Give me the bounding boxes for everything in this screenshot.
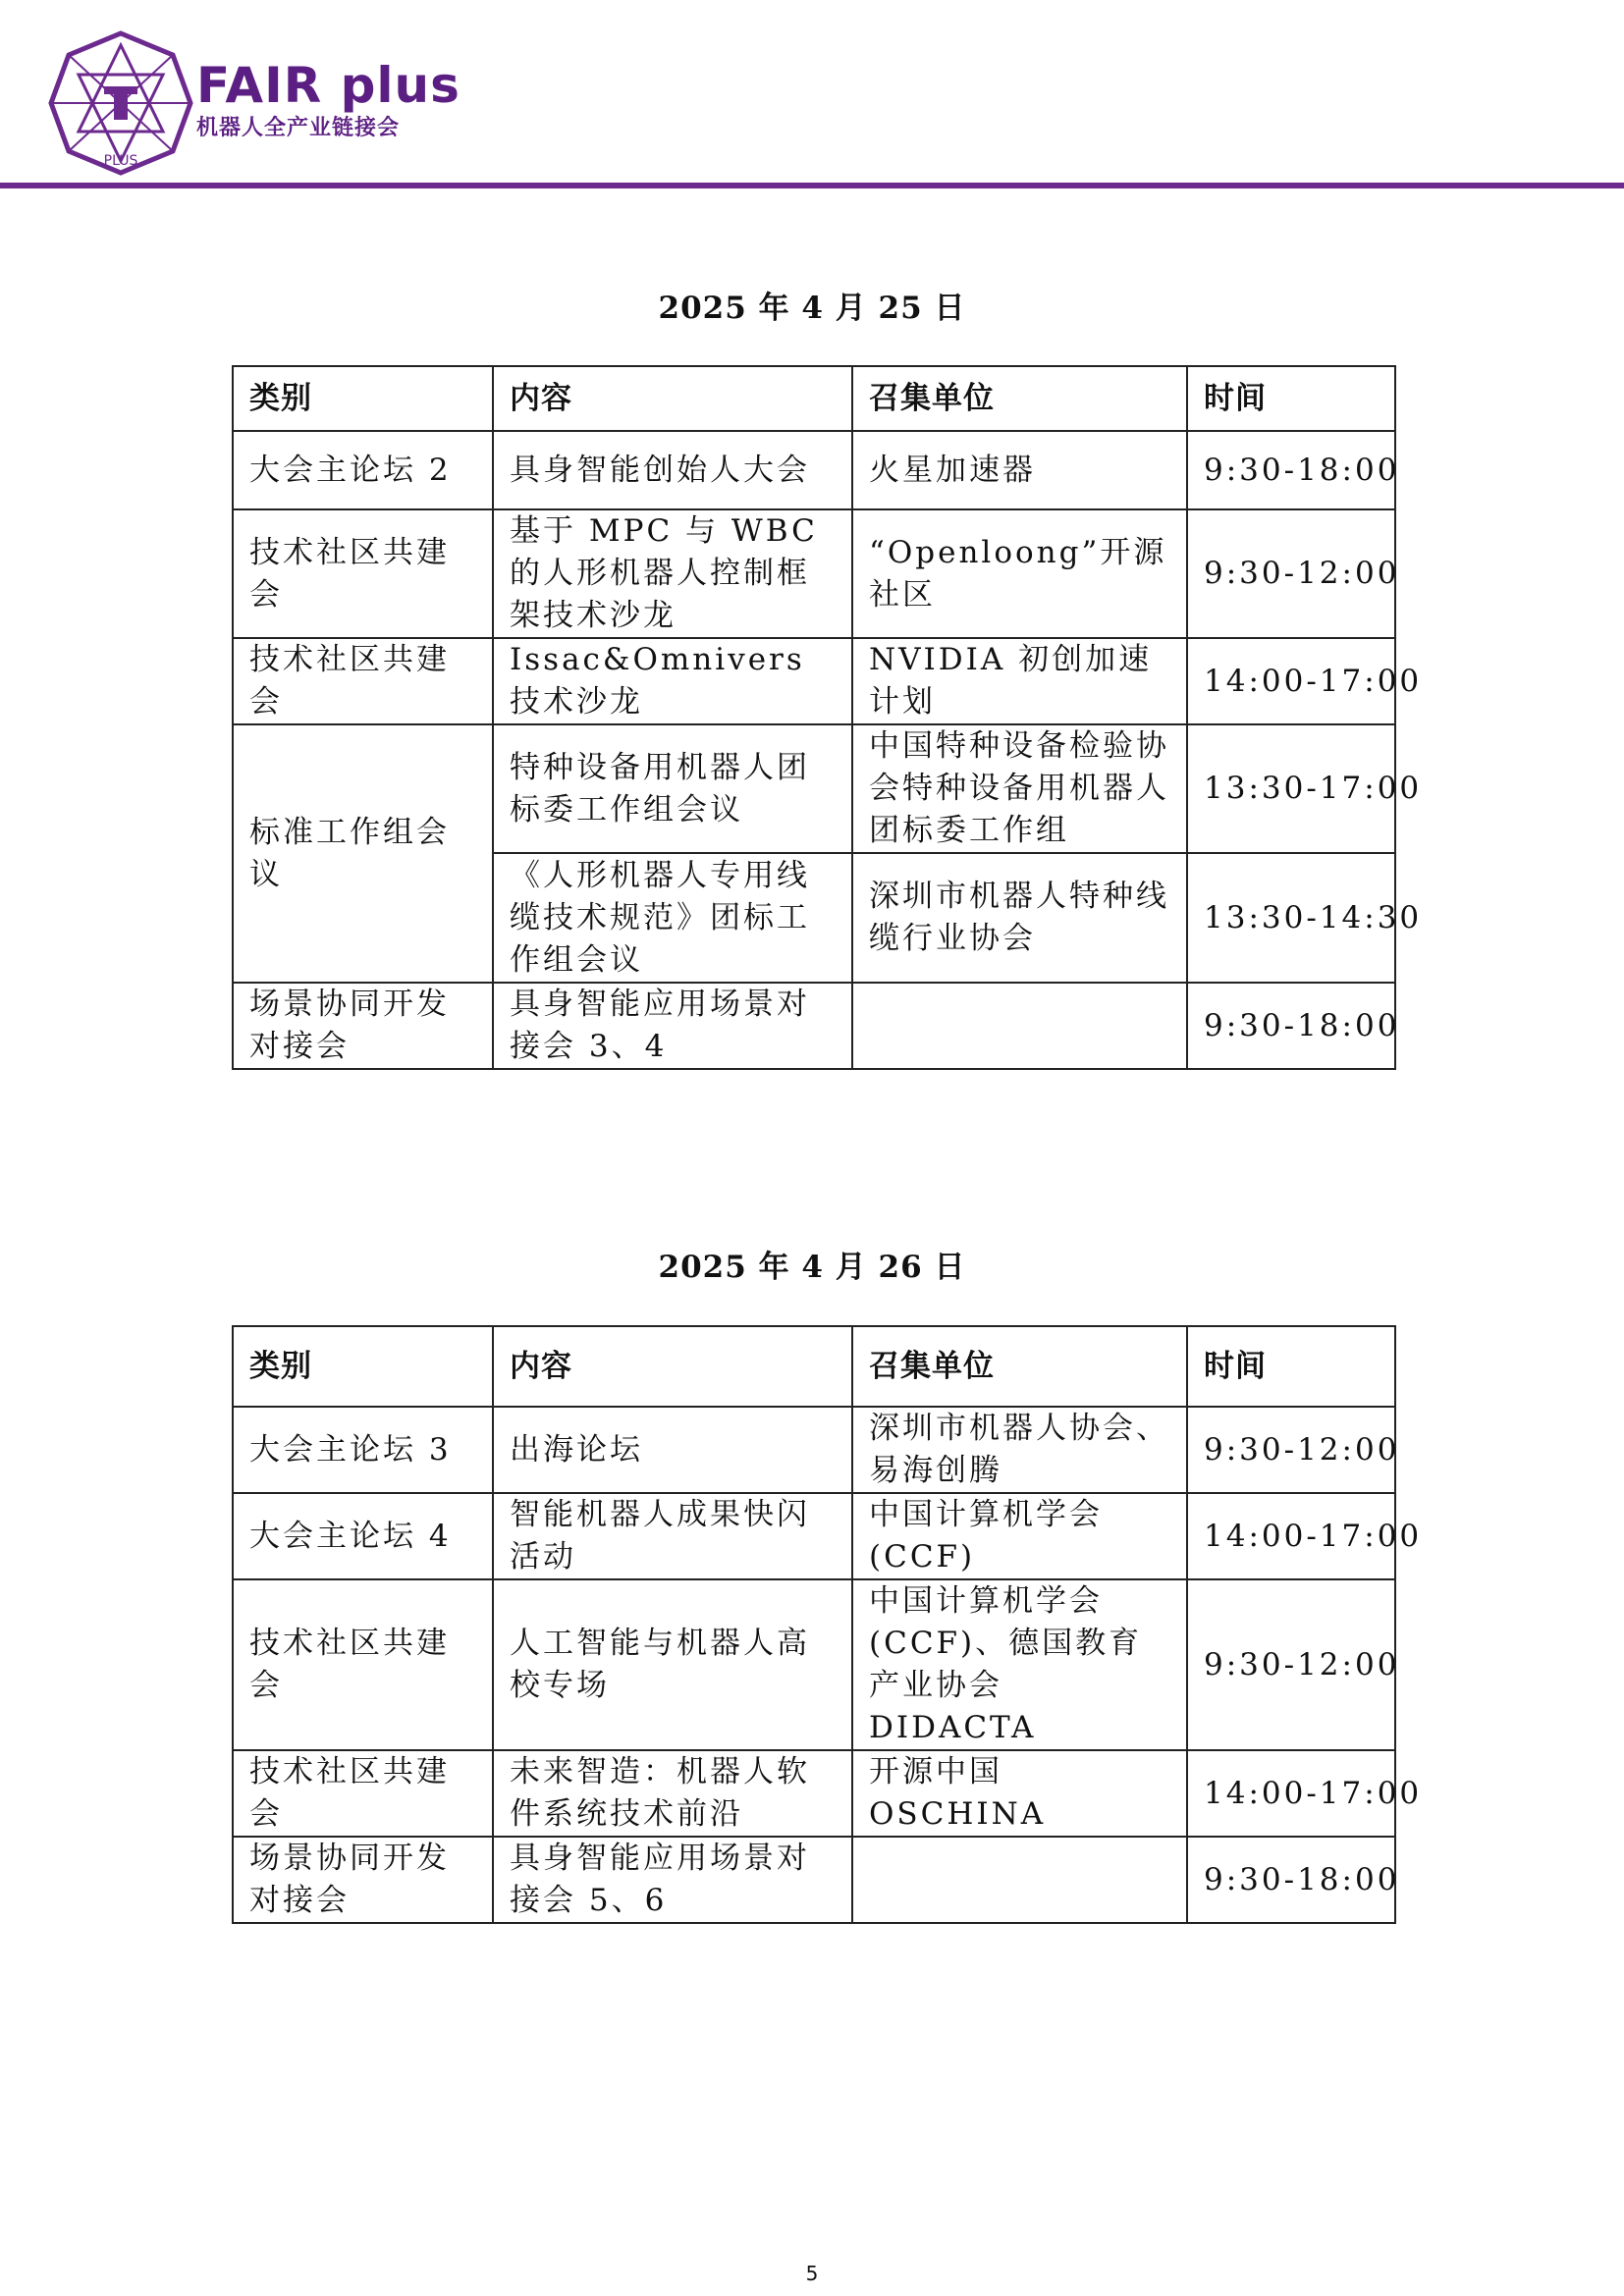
brand xyxy=(196,57,460,143)
table-row xyxy=(233,983,1395,1069)
page-number: 5 xyxy=(805,2262,819,2285)
cell-category: 技术社区共建会 xyxy=(233,1579,493,1750)
cell-content: 智能机器人成果快闪活动 xyxy=(493,1493,852,1579)
cell-time: 14:00-17:00 xyxy=(1187,1493,1395,1579)
cell-content: 基于 MPC 与 WBC 的人形机器人控制框架技术沙龙 xyxy=(493,509,852,638)
table-row xyxy=(233,724,1395,853)
table-row xyxy=(233,509,1395,638)
cell-content: Issac&Omnivers 技术沙龙 xyxy=(493,638,852,724)
cell-category: 场景协同开发对接会 xyxy=(233,983,493,1069)
col-header-organizer: 召集单位 xyxy=(852,1326,1187,1407)
cell-content: 具身智能创始人大会 xyxy=(493,431,852,509)
cell-organizer: 深圳市机器人协会、易海创腾 xyxy=(852,1407,1187,1493)
cell-time: 9:30-12:00 xyxy=(1187,1407,1395,1493)
brand-name: FAIR plus xyxy=(196,57,460,114)
cell-time: 14:00-17:00 xyxy=(1187,1750,1395,1837)
page-header xyxy=(0,0,1624,196)
cell-organizer: 火星加速器 xyxy=(852,431,1187,509)
cell-content: 人工智能与机器人高校专场 xyxy=(493,1579,852,1750)
cell-content: 具身智能应用场景对接会 3、4 xyxy=(493,983,852,1069)
cell-content: 未来智造：机器人软件系统技术前沿 xyxy=(493,1750,852,1837)
cell-content: 具身智能应用场景对接会 5、6 xyxy=(493,1837,852,1923)
cell-content: 《人形机器人专用线缆技术规范》团标工作组会议 xyxy=(493,853,852,983)
day2-title: 2025 年 4 月 26 日 xyxy=(658,1250,966,1285)
cell-category: 大会主论坛 3 xyxy=(233,1407,493,1493)
cell-category: 场景协同开发对接会 xyxy=(233,1837,493,1923)
header-divider xyxy=(0,183,1624,188)
cell-time: 13:30-17:00 xyxy=(1187,724,1395,853)
cell-organizer: 中国特种设备检验协会特种设备用机器人团标委工作组 xyxy=(852,724,1187,853)
cell-category: 大会主论坛 2 xyxy=(233,431,493,509)
col-header-organizer: 召集单位 xyxy=(852,366,1187,431)
cell-time: 9:30-12:00 xyxy=(1187,1579,1395,1750)
cell-time: 13:30-14:30 xyxy=(1187,853,1395,983)
cell-organizer: NVIDIA 初创加速计划 xyxy=(852,638,1187,724)
cell-category: 大会主论坛 4 xyxy=(233,1493,493,1579)
cell-organizer xyxy=(852,1837,1187,1923)
day2-schedule-table xyxy=(232,1325,1423,1924)
brand-subtitle: 机器人全产业链接会 xyxy=(196,116,401,140)
table-row xyxy=(233,1579,1395,1750)
cell-organizer: “Openloong”开源社区 xyxy=(852,509,1187,638)
cell-time: 9:30-18:00 xyxy=(1187,1837,1395,1923)
col-header-time: 时间 xyxy=(1187,1326,1395,1407)
table-row xyxy=(233,1407,1395,1493)
day1-title: 2025 年 4 月 25 日 xyxy=(658,291,966,326)
logo-mark-text: PLUS xyxy=(103,153,138,169)
cell-organizer: 中国计算机学会(CCF)、德国教育产业协会 DIDACTA xyxy=(852,1579,1187,1750)
table-row xyxy=(233,1750,1395,1837)
table-header-row xyxy=(233,1326,1395,1407)
cell-time: 14:00-17:00 xyxy=(1187,638,1395,724)
table-row xyxy=(233,1837,1395,1923)
fair-plus-logo-icon xyxy=(47,29,194,177)
cell-time: 9:30-18:00 xyxy=(1187,431,1395,509)
cell-organizer: 中国计算机学会(CCF) xyxy=(852,1493,1187,1579)
cell-category: 技术社区共建会 xyxy=(233,1750,493,1837)
col-header-content: 内容 xyxy=(493,366,852,431)
cell-time: 9:30-12:00 xyxy=(1187,509,1395,638)
col-header-category: 类别 xyxy=(233,1326,493,1407)
cell-organizer xyxy=(852,983,1187,1069)
cell-organizer: 开源中国 OSCHINA xyxy=(852,1750,1187,1837)
table-header-row xyxy=(233,366,1395,431)
cell-category: 技术社区共建会 xyxy=(233,509,493,638)
cell-content: 特种设备用机器人团标委工作组会议 xyxy=(493,724,852,853)
col-header-content: 内容 xyxy=(493,1326,852,1407)
cell-time: 9:30-18:00 xyxy=(1187,983,1395,1069)
col-header-category: 类别 xyxy=(233,366,493,431)
table-row xyxy=(233,1493,1395,1579)
cell-content: 出海论坛 xyxy=(493,1407,852,1493)
cell-category: 标准工作组会议 xyxy=(233,724,493,983)
col-header-time: 时间 xyxy=(1187,366,1395,431)
table-row xyxy=(233,431,1395,509)
cell-category: 技术社区共建会 xyxy=(233,638,493,724)
table-row xyxy=(233,638,1395,724)
day1-schedule-table xyxy=(232,365,1423,1070)
cell-organizer: 深圳市机器人特种线缆行业协会 xyxy=(852,853,1187,983)
